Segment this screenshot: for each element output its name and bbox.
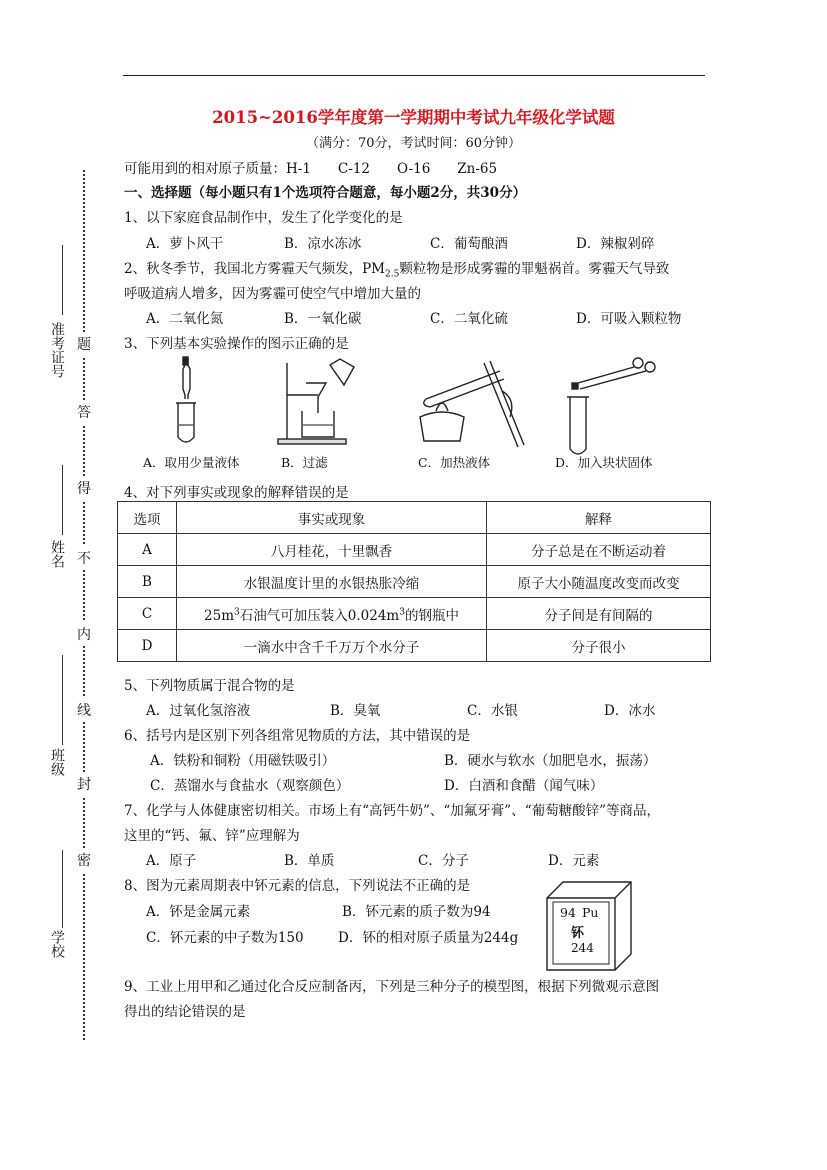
- q8-option-b: B．钚元素的质子数为94: [342, 904, 491, 920]
- q5-option-c: C．水银: [467, 703, 518, 719]
- q7-option-d: D．元素: [548, 853, 600, 869]
- q5-option-b: B．臭氧: [330, 703, 381, 719]
- table-header-cell: 解释: [487, 502, 711, 534]
- table-header-row: [118, 502, 711, 534]
- q3-caption-a: A．取用少量液体: [143, 455, 240, 470]
- atomic-masses: 可能用到的相对原子质量：H-1 C-12 O-16 Zn-65: [124, 161, 498, 177]
- exam-id-underline: [62, 245, 63, 315]
- q3-caption-c: C．加热液体: [418, 455, 491, 470]
- fact-superscript: 3: [399, 607, 405, 617]
- table-cell-option: B: [118, 566, 177, 598]
- q3-caption-b: B．过滤: [281, 455, 328, 470]
- q6-option-d: D．白酒和食醋（闻气味）: [444, 778, 604, 794]
- exam-id-label: 准考证号: [49, 322, 65, 378]
- question-7-stem: 7、化学与人体健康密切相关。市场上有“高钙牛奶”、“加氟牙膏”、“葡萄糖酸锌”等商品，: [124, 803, 660, 819]
- element-tile-plutonium: [545, 880, 633, 972]
- section-heading: 一、选择题（每小题只有1个选项符合题意，每小题2分，共30分）: [124, 185, 527, 201]
- seal-char: 封: [77, 772, 91, 796]
- class-label: 班级: [49, 748, 65, 776]
- q6-option-a: A．铁粉和铜粉（用磁铁吸引）: [150, 753, 336, 769]
- name-underline: [62, 465, 63, 535]
- question-4-stem: 4、对下列事实或现象的解释错误的是: [124, 485, 349, 501]
- q1-option-b: B．凉水冻冰: [284, 236, 362, 252]
- q7-option-b: B．单质: [284, 853, 335, 869]
- element-tile-cube: [545, 880, 633, 972]
- q3-caption-d: D．加入块状固体: [555, 455, 653, 470]
- question-6-stem: 6、括号内是区别下列各组常见物质的方法，其中错误的是: [124, 728, 471, 744]
- q8-option-c: C．钚元素的中子数为150: [146, 930, 304, 946]
- seal-char: 内: [77, 622, 91, 646]
- table-cell-option: C: [118, 598, 177, 630]
- q1-option-c: C．葡萄酿酒: [430, 236, 508, 252]
- fact-part: 石油气可加压装入0.024m: [239, 607, 400, 624]
- table-row: [118, 566, 711, 598]
- q6-option-b: B．硬水与软水（加肥皂水，振荡）: [444, 753, 657, 769]
- q7-option-c: C．分子: [418, 853, 469, 869]
- table-cell-fact: 水银温度计里的水银热胀冷缩: [177, 566, 487, 598]
- q2-option-a: A．二氧化氮: [146, 311, 224, 327]
- q2-option-c: C．二氧化硫: [430, 311, 508, 327]
- q8-option-d: D．钚的相对原子质量为244g: [338, 930, 519, 946]
- q2-option-d: D．可吸入颗粒物: [576, 311, 682, 327]
- q2-option-b: B．一氧化碳: [284, 311, 362, 327]
- q6-option-c: C．蒸馏水与食盐水（观察颜色）: [150, 778, 350, 794]
- seal-char: 线: [77, 698, 91, 722]
- school-underline: [62, 850, 63, 928]
- fact-superscript: 3: [234, 607, 240, 617]
- seal-char: 密: [77, 848, 91, 872]
- dropper-test-tube-diagram: [176, 357, 196, 442]
- element-symbol: Pu: [582, 905, 599, 920]
- table-row: [118, 630, 711, 662]
- adding-solid-diagram: [567, 358, 655, 454]
- header-rule: [123, 75, 705, 76]
- q2-stem-part: 2、秋冬季节，我国北方雾霾天气频发，PM: [124, 261, 385, 277]
- class-underline: [62, 655, 63, 745]
- table-cell-option: D: [118, 630, 177, 662]
- question-5-stem: 5、下列物质属于混合物的是: [124, 678, 295, 694]
- seal-char: 得: [77, 476, 91, 500]
- question-8-stem: 8、图为元素周期表中钚元素的信息，下列说法不正确的是: [124, 878, 471, 894]
- fact-part: 的钢瓶中: [404, 607, 459, 624]
- element-number: 94: [560, 905, 576, 920]
- q8-option-a: A．钚是金属元素: [146, 904, 251, 920]
- q2-stem-part: 颗粒物是形成雾霾的罪魁祸首。雾霾天气导致: [399, 261, 670, 277]
- seal-char: 答: [77, 400, 91, 424]
- question-3-stem: 3、下列基本实验操作的图示正确的是: [124, 336, 349, 352]
- q5-option-a: A．过氧化氢溶液: [146, 703, 251, 719]
- question-9-stem-line2: 得出的结论错误的是: [124, 1004, 246, 1020]
- lab-operations-figure: [130, 355, 700, 455]
- school-label: 学校: [49, 930, 65, 958]
- table-cell-reason: 分子间是有间隔的: [487, 598, 711, 630]
- exam-subtitle: （满分：70分，考试时间：60分钟）: [305, 136, 522, 151]
- table-header-cell: 选项: [118, 502, 177, 534]
- q7-option-a: A．原子: [146, 853, 197, 869]
- q2-stem-subscript: 2.5: [385, 269, 400, 280]
- table-cell-fact: 一滴水中含千千万万个水分子: [177, 630, 487, 662]
- q5-option-d: D．冰水: [604, 703, 656, 719]
- table-cell-fact: 八月桂花，十里飘香: [177, 534, 487, 566]
- question-1-stem: 1、以下家庭食品制作中，发生了化学变化的是: [124, 210, 403, 226]
- table-cell-reason: 分子总是在不断运动着: [487, 534, 711, 566]
- facts-table: [117, 501, 711, 662]
- table-cell-fact: [177, 598, 487, 630]
- question-9-stem: 9、工业上用甲和乙通过化合反应制备丙，下列是三种分子的模型图，根据下列微观示意图: [124, 979, 660, 995]
- question-2-stem-line2: 呼吸道病人增多，因为雾霾可使空气中增加大量的: [124, 286, 421, 302]
- heating-liquid-diagram: [420, 361, 524, 447]
- filtration-stand-diagram: [278, 359, 354, 444]
- element-mass: 244: [571, 941, 594, 955]
- binding-dotted-line: [83, 170, 85, 1040]
- table-cell-reason: 分子很小: [487, 630, 711, 662]
- question-7-stem-line2: 这里的“钙、氟、锌”应理解为: [124, 828, 300, 844]
- seal-char: 不: [77, 546, 91, 570]
- seal-char: 题: [77, 332, 91, 356]
- element-name: 钚: [571, 926, 585, 941]
- q1-option-d: D．辣椒剁碎: [576, 236, 655, 252]
- fact-part: 25m: [204, 607, 235, 624]
- table-cell-reason: 原子大小随温度改变而改变: [487, 566, 711, 598]
- name-label: 姓名: [49, 540, 65, 568]
- table-row: [118, 534, 711, 566]
- table-row: [118, 598, 711, 630]
- table-cell-option: A: [118, 534, 177, 566]
- question-2-stem: [124, 257, 669, 280]
- q1-option-a: A．萝卜风干: [146, 236, 224, 252]
- table-header-cell: 事实或现象: [177, 502, 487, 534]
- exam-title: 2015~2016学年度第一学期期中考试九年级化学试题: [212, 108, 615, 127]
